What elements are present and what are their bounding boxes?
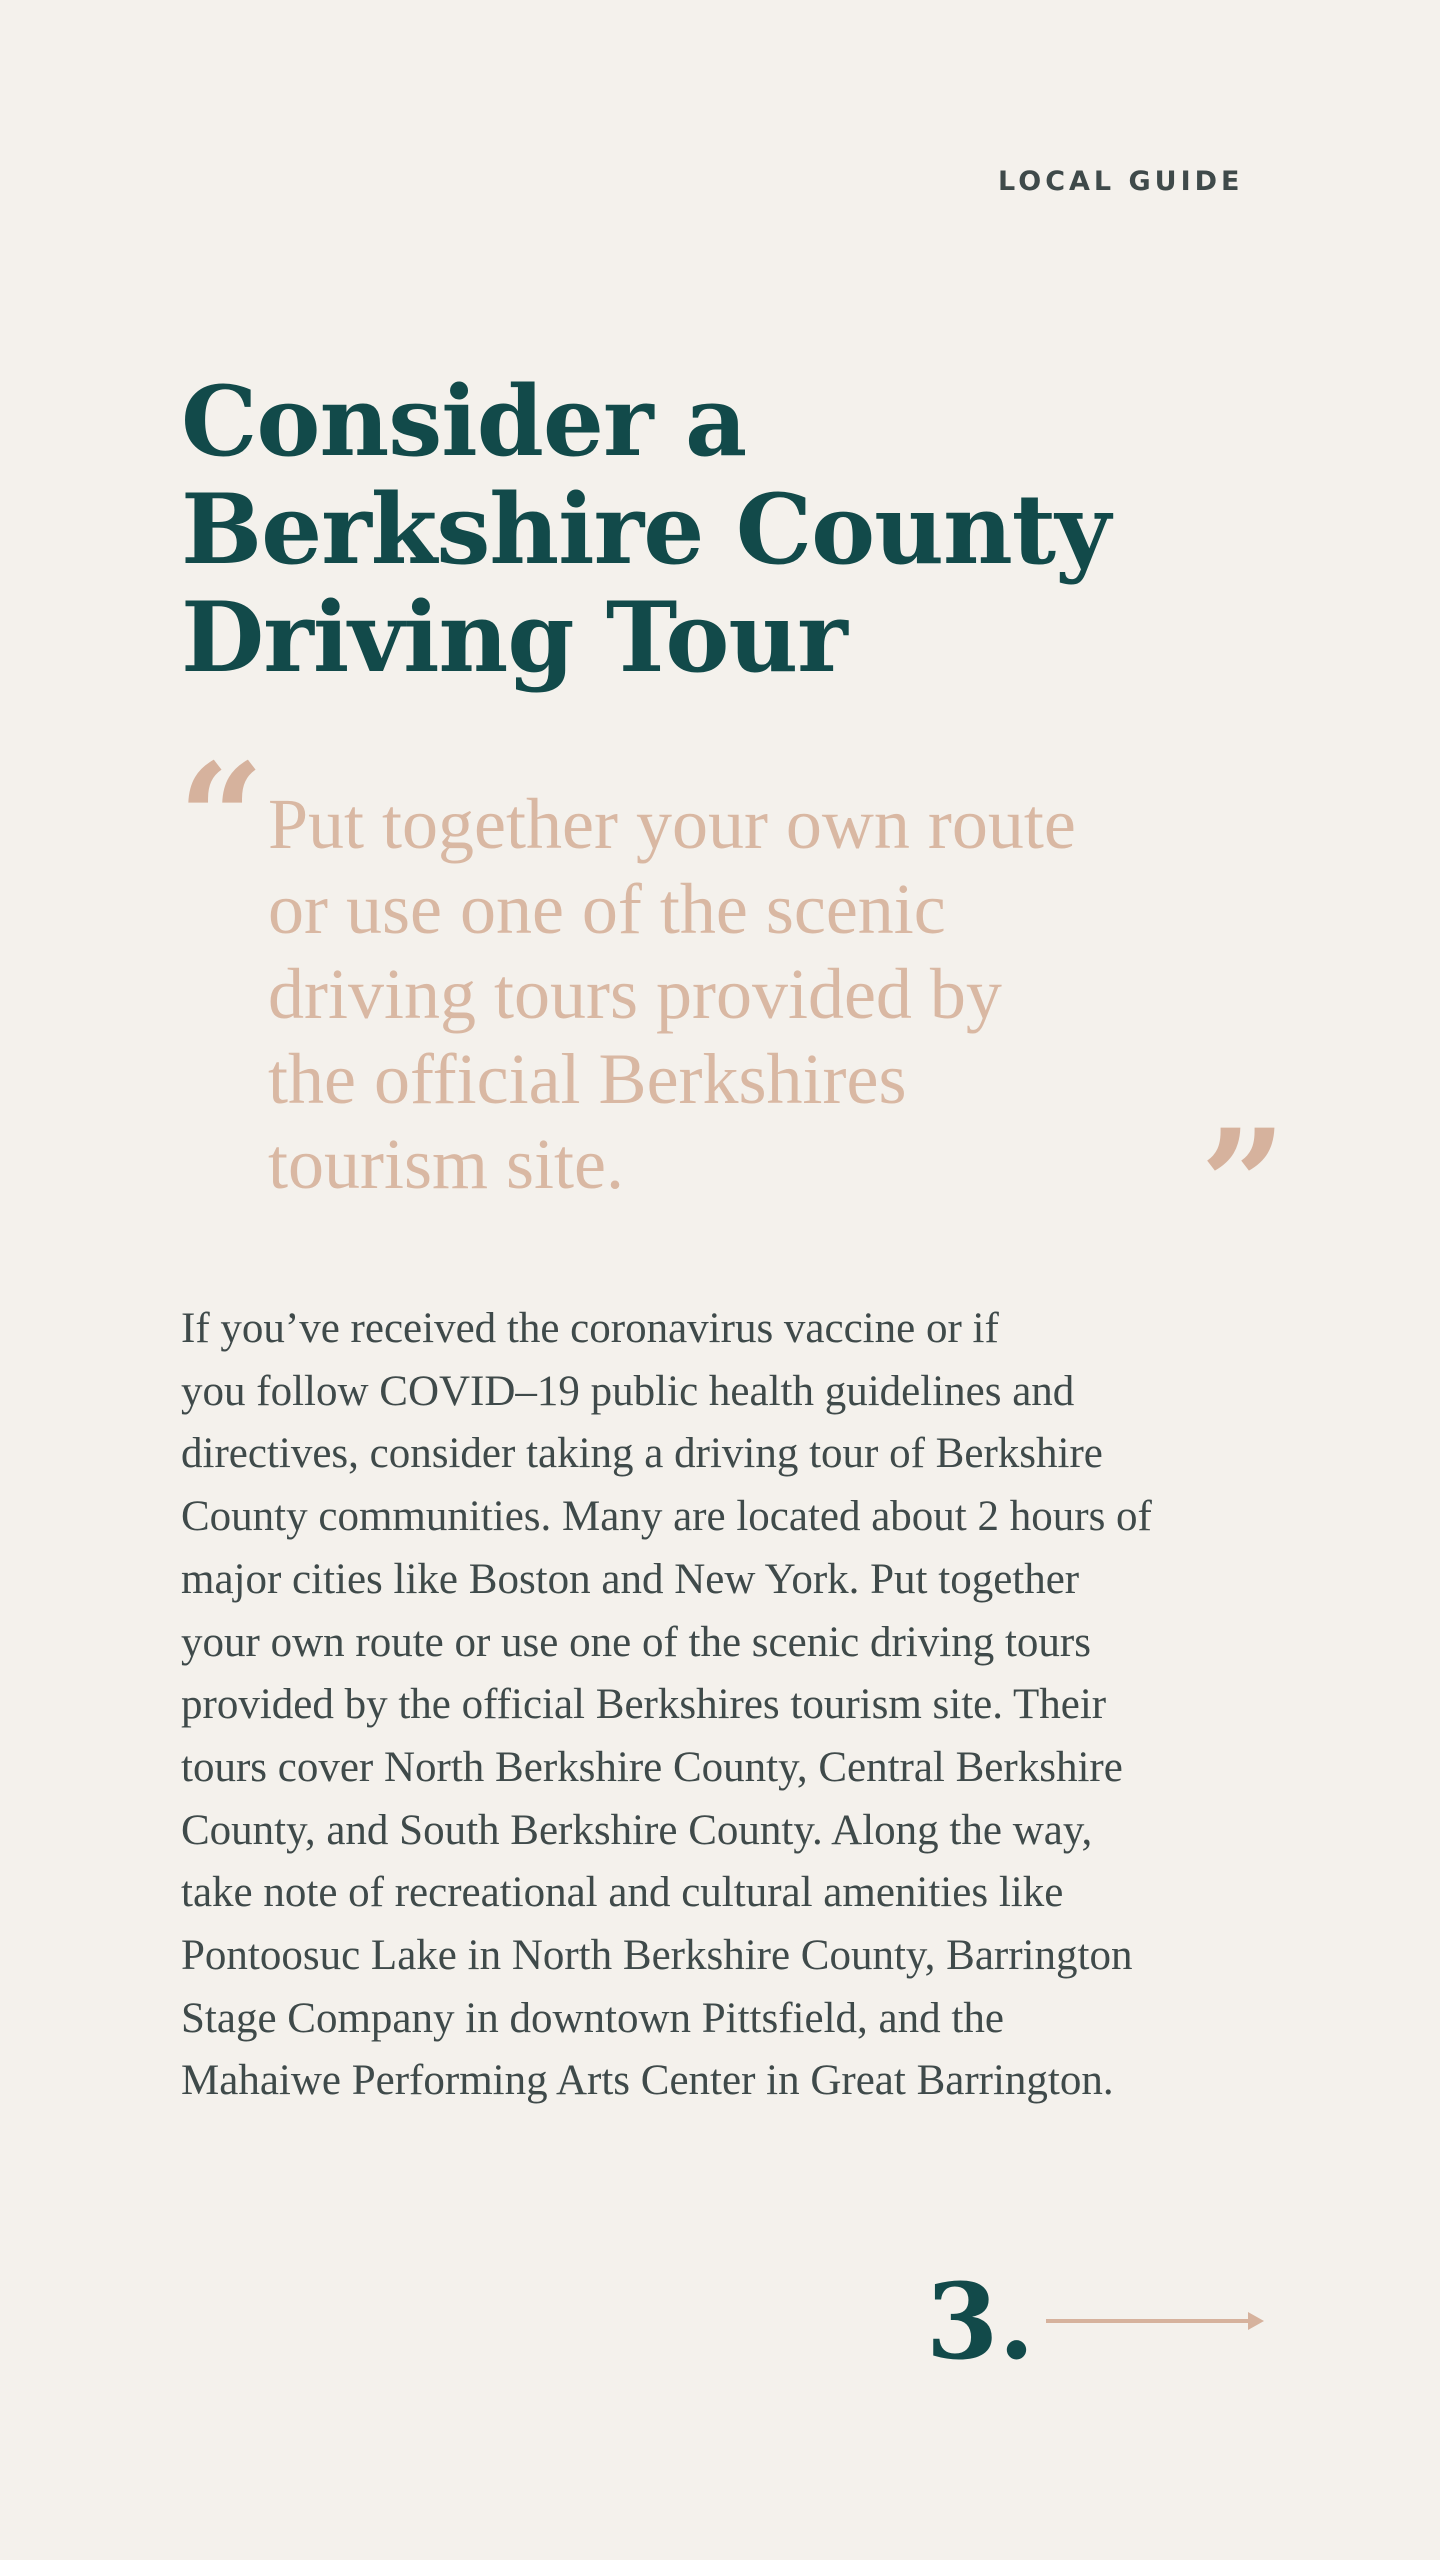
body-line: you follow COVID–19 public health guidelines and [181, 1367, 1075, 1415]
eyebrow-label: LOCAL GUIDE [998, 166, 1244, 197]
pull-quote-line: Put together your own route [268, 784, 1076, 864]
body-line: your own route or use one of the scenic driving tours [181, 1618, 1091, 1666]
body-line: take note of recreational and cultural amenities like [181, 1869, 1064, 1917]
article-title-line: Berkshire County [181, 473, 1110, 586]
body-line: provided by the official Berkshires tourism site. Their [181, 1681, 1107, 1729]
body-line: major cities like Boston and New York. Put together [181, 1555, 1080, 1603]
pull-quote-line: tourism site. [268, 1124, 624, 1204]
article-title-line: Consider a [181, 365, 747, 478]
quote-close-icon: ” [1200, 1097, 1287, 1273]
article-body [181, 1298, 1281, 2113]
body-line: If you’ve received the coronavirus vaccine or if [181, 1305, 999, 1352]
body-line: Pontoosuc Lake in North Berkshire County, Barrington [181, 1932, 1133, 1980]
pull-quote-line: or use one of the scenic [268, 869, 946, 949]
body-line: directives, consider taking a driving tour of Berkshire [181, 1430, 1103, 1478]
body-line: County communities. Many are located about 2 hours of [181, 1493, 1152, 1541]
body-line: tours cover North Berkshire County, Central Berkshire [181, 1743, 1123, 1791]
quote-open-icon: “ [178, 731, 265, 907]
pull-quote [268, 782, 1208, 1207]
article-title-line: Driving Tour [181, 581, 847, 694]
article-title [181, 365, 1331, 694]
body-line: Mahaiwe Performing Arts Center in Great Barrington. [181, 2057, 1114, 2105]
body-line: Stage Company in downtown Pittsfield, and the [181, 1994, 1004, 2042]
pull-quote-line: the official Berkshires [268, 1039, 907, 1119]
pull-quote-line: driving tours provided by [268, 954, 1002, 1034]
page-number: 3. [926, 2260, 1035, 2383]
arrow-right-icon[interactable] [1046, 2309, 1264, 2333]
body-line: County, and South Berkshire County. Along the way, [181, 1806, 1093, 1854]
